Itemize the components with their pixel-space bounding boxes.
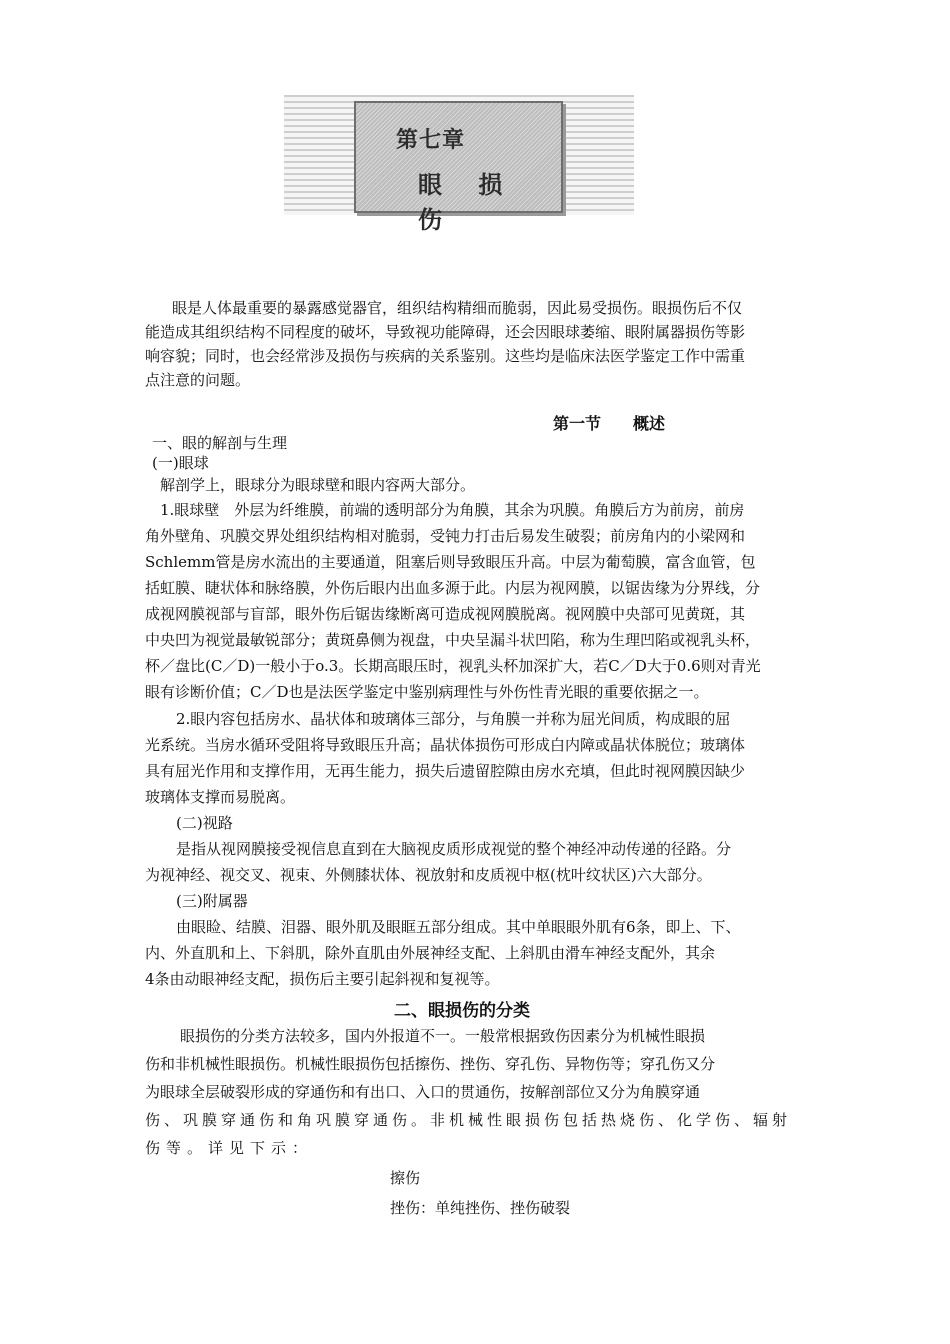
section2-line: 伤和非机械性眼损伤。机械性眼损伤包括擦伤、挫伤、穿孔伤、异物伤等；穿孔伤又分 bbox=[145, 1055, 716, 1073]
section2-line: 伤、巩膜穿通伤和角巩膜穿通伤。非机械性眼损伤包括热烧伤、化学伤、辐射 bbox=[145, 1111, 792, 1129]
intro-line: 点注意的问题。 bbox=[145, 371, 251, 389]
subsection-heading: 一、眼的解剖与生理 bbox=[152, 434, 288, 452]
section2-line: 眼损伤的分类方法较多，国内外报道不一。一般常根据致伤因素分为机械性眼损 bbox=[180, 1027, 706, 1045]
section2-line: 为眼球全层破裂形成的穿通伤和有出口、入口的贯通伤，按解剖部位又分为角膜穿通 bbox=[145, 1083, 701, 1101]
visual-line: 是指从视网膜接受视信息直到在大脑视皮质形成视觉的整个神经冲动传递的径路。分 bbox=[176, 840, 732, 858]
para2-line: 玻璃体支撑而易脱离。 bbox=[145, 788, 296, 806]
adnexa-heading: (三)附属器 bbox=[176, 892, 248, 910]
intro-line: 能造成其组织结构不同程度的破坏，导致视功能障碍，还会因眼球萎缩、眼附属器损伤等影 bbox=[145, 323, 746, 341]
section2-title: 二、眼损伤的分类 bbox=[394, 1001, 530, 1021]
eyeball-heading: (一)眼球 bbox=[152, 454, 209, 472]
visual-line: 为视神经、视交叉、视束、外侧膝状体、视放射和皮质视中枢(枕叶纹状区)六大部分。 bbox=[145, 866, 712, 884]
intro-line: 眼是人体最重要的暴露感觉器官，组织结构精细而脆弱，因此易受损伤。眼损伤后不仅 bbox=[172, 299, 743, 317]
para1-line: Schlemm管是房水流出的主要通道，阻塞后则导致眼压升高。中层为葡萄膜，富含血管，包 bbox=[145, 553, 756, 571]
adnexa-line: 4条由动眼神经支配，损伤后主要引起斜视和复视等。 bbox=[145, 970, 500, 988]
section-title: 第一节 概述 bbox=[553, 414, 666, 433]
para1-line: 杯／盘比(C／D)一般小于o.3。长期高眼压时，视乳头杯加深扩大，若C／D大于0.6则对青光 bbox=[145, 657, 761, 675]
section2-line: 伤等。详见下示： bbox=[145, 1139, 314, 1157]
chapter-banner bbox=[284, 95, 634, 234]
eyeball-intro: 解剖学上，眼球分为眼球壁和眼内容两大部分。 bbox=[160, 476, 476, 494]
chapter-title: 眼 损 伤 bbox=[418, 171, 517, 234]
para1-line: 括虹膜、睫状体和脉络膜，外伤后眼内出血多源于此。内层为视网膜，以锯齿缘为分界线，分 bbox=[145, 579, 761, 597]
para2-line: 具有屈光作用和支撑作用，无再生能力，损失后遗留腔隙由房水充填，但此时视网膜因缺少 bbox=[145, 762, 746, 780]
classification-item: 擦伤 bbox=[390, 1169, 421, 1187]
para1-line: 成视网膜视部与盲部，眼外伤后锯齿缘断离可造成视网膜脱离。视网膜中央部可见黄斑，其 bbox=[145, 605, 746, 623]
chapter-number: 第七章 bbox=[396, 128, 466, 153]
para1-line: 1.眼球壁 外层为纤维膜，前端的透明部分为角膜，其余为巩膜。角膜后方为前房，前房 bbox=[160, 501, 745, 519]
adnexa-line: 由眼睑、结膜、泪器、眼外肌及眼眶五部分组成。其中单眼眼外肌有6条，即上、下、 bbox=[176, 918, 741, 936]
para1-line: 眼有诊断价值；C／D也是法医学鉴定中鉴别病理性与外伤性青光眼的重要依据之一。 bbox=[145, 683, 709, 701]
para2-line: 光系统。当房水循环受阻将导致眼压升高；晶状体损伤可形成白内障或晶状体脱位；玻璃体 bbox=[145, 736, 746, 754]
banner-box bbox=[354, 101, 563, 234]
visual-pathway-heading: (二)视路 bbox=[176, 814, 233, 832]
para1-line: 角外壁角、巩膜交界处组织结构相对脆弱，受钝力打击后易发生破裂；前房角内的小梁网和 bbox=[145, 527, 746, 545]
intro-line: 响容貌；同时，也会经常涉及损伤与疾病的关系鉴别。这些均是临床法医学鉴定工作中需重 bbox=[145, 347, 746, 365]
para2-line: 2.眼内容包括房水、晶状体和玻璃体三部分，与角膜一并称为屈光间质，构成眼的屈 bbox=[176, 710, 731, 728]
para1-line: 中央凹为视觉最敏锐部分；黄斑鼻侧为视盘，中央呈漏斗状凹陷，称为生理凹陷或视乳头杯， bbox=[145, 631, 761, 649]
classification-item: 挫伤：单纯挫伤、挫伤破裂 bbox=[390, 1199, 571, 1217]
adnexa-line: 内、外直肌和上、下斜肌，除外直肌由外展神经支配、上斜肌由滑车神经支配外，其余 bbox=[145, 944, 716, 962]
